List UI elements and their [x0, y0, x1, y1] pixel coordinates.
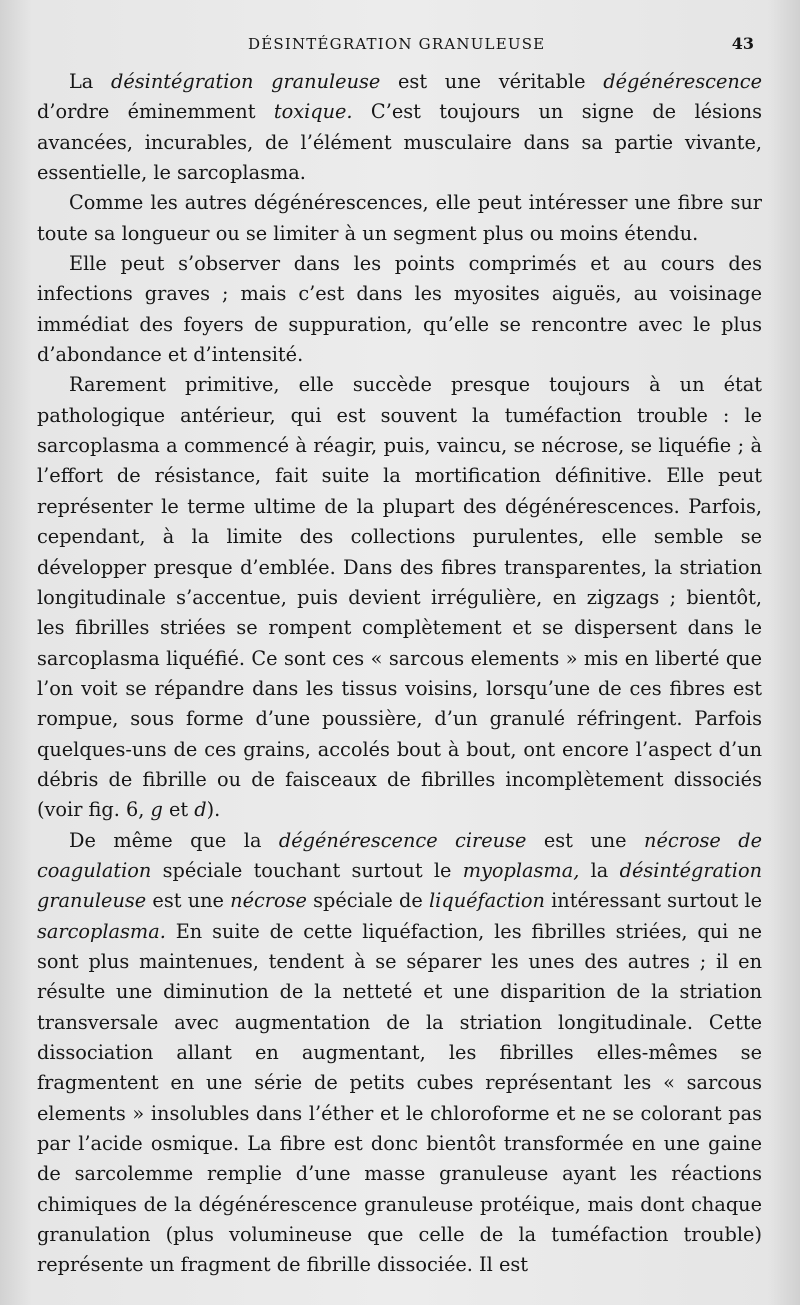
paragraph: [37, 370, 762, 825]
italic-text: désintégration granuleuse: [37, 858, 762, 913]
text-run: la: [579, 858, 620, 882]
text-run: spéciale touchant surtout le: [151, 858, 463, 882]
italic-text: g: [150, 798, 163, 822]
text-run: C’est toujours un signe de lésions avancées, incurables, de l’élément musculaire dans sa partie vivante, essentielle, le sarcoplasma.: [37, 100, 763, 185]
italic-text: dégénérescence: [603, 70, 762, 93]
italic-text: sarcoplasma.: [37, 919, 166, 943]
body-text: [37, 67, 762, 1281]
text-run: En suite de cette liquéfaction, les fibrilles striées, qui ne sont plus maintenues, tendent à se séparer les unes des autres ; il en résulte une diminution de la netteté et une disparition de la striation transversale avec augmentation de la striation longitudinale. Cette dissociation allant en augmentant, les fibrilles elles-mêmes se fragmentent en une série de petits cubes représentant les « sarcous elements » insolubles dans l’éther et le chloroforme et ne se colorant pas par l’acide osmique. La fibre est donc bientôt transformée en une gaine de sarcolemme remplie d’une masse granuleuse ayant les réactions chimiques de la dégénérescence granuleuse protéique, mais dont chaque granulation (plus volumineuse que celle de la tuméfaction trouble) représente un fragment de fibrille dissociée. Il est: [37, 919, 762, 1277]
text-run: Rarement primitive, elle succède presque toujours à un état pathologique antérieur, qui est souvent la tuméfaction trouble : le sarcoplasma a commencé à réagir, puis, vaincu, se nécrose, se liquéfie ; à l’effort de résistance, fait suite la mortification définitive. Elle peut représenter le terme ultime de la plupart des dégénérescences. Parfois, cependant, à la limite des collections purulentes, elle semble se développer presque d’emblée. Dans des fibres transparentes, la striation longitudinale s’accentue, puis devient irrégulière, en zigzags ; bientôt, les fibrilles striées se rompent complètement et se dispersent dans le sarcoplasma liquéfié. Ce sont ces « sarcous elements » mis en liberté que l’on voit se répandre dans les tissus voisins, lorsqu’une de ces fibres est rompue, sous forme d’une poussière, d’un granulé réfringent. Parfois quelques-uns de ces grains, accolés bout à bout, ont encore l’aspect d’un débris de fibrille ou de faisceaux de fibrilles incomplètement dissociés (voir fig. 6,: [37, 373, 762, 822]
text-run: La: [69, 70, 112, 93]
italic-text: toxique.: [273, 100, 353, 124]
text-run: Elle peut s’observer dans les points comprimés et au cours des infections graves ; mais c’est dans les myosites aiguës, au voisinage immédiat des foyers de suppuration, qu’elle se rencontre avec le plus d’abondance et d’intensité.: [37, 252, 762, 367]
italic-text: désintégration granuleuse: [111, 70, 381, 93]
italic-text: nécrose: [230, 889, 307, 913]
italic-text: d: [194, 798, 207, 822]
text-run: et: [162, 798, 195, 822]
paragraph: [37, 249, 762, 370]
text-run: intéressant surtout le: [544, 889, 763, 913]
page-number: 43: [731, 34, 754, 53]
paragraph: [37, 826, 762, 1281]
text-run: De même que la: [69, 828, 279, 852]
text-run: est une véritable: [380, 70, 604, 93]
text-run: d’ordre éminemment: [37, 100, 274, 124]
italic-text: dégénérescence cireuse: [278, 828, 527, 852]
paragraph: [37, 67, 762, 188]
italic-text: nécrose de coagulation: [37, 828, 763, 882]
text-run: ).: [206, 798, 221, 822]
running-head: DÉSINTÉGRATION GRANULEUSE: [248, 35, 546, 53]
italic-text: myoplasma,: [462, 858, 580, 882]
page-header: [0, 32, 800, 56]
text-run: Comme les autres dégénérescences, elle peut intéresser une fibre sur toute sa longueur ou se limiter à un segment plus ou moins étendu.: [37, 191, 762, 245]
text-run: est une: [146, 889, 231, 913]
text-run: spéciale de: [306, 889, 430, 913]
paragraph: [37, 188, 762, 249]
italic-text: liquéfaction: [429, 889, 545, 913]
text-run: est une: [526, 828, 645, 852]
